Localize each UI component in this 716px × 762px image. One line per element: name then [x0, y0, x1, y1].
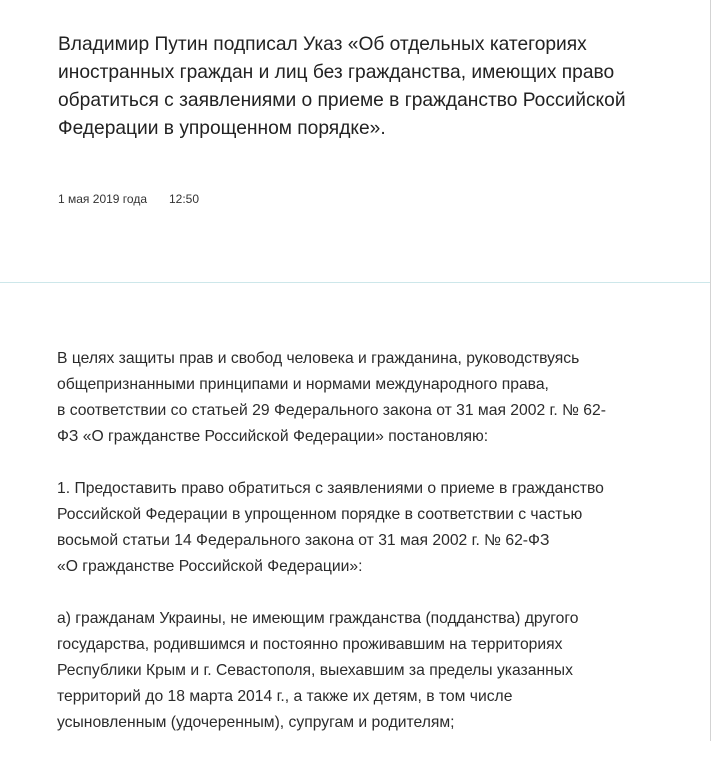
- article-title: [58, 31, 698, 143]
- body-line: ФЗ «О гражданстве Российской Федерации» постановляю:: [57, 428, 489, 445]
- article-header: [58, 31, 698, 143]
- body-line: территорий до 18 марта 2014 г., а также их детям, в том числе: [57, 688, 513, 705]
- body-line: Российской Федерации в упрощенном порядке в соответствии с частью: [57, 506, 583, 523]
- body-line: общепризнанными принципами и нормами международного права,: [57, 376, 549, 393]
- body-line: В целях защиты прав и свобод человека и гражданина, руководствуясь: [57, 350, 580, 367]
- body-line: усыновленным (удочеренным), супругам и родителям;: [57, 714, 455, 731]
- body-paragraph-item-a: [57, 606, 657, 736]
- body-line: Республики Крым и г. Севастополя, выехавшим за пределы указанных: [57, 662, 573, 679]
- page-edge-rule: [710, 0, 711, 741]
- title-line: обратиться с заявлениями о приеме в гражданство Российской: [58, 90, 626, 111]
- title-line: иностранных граждан и лиц без гражданства, имеющих право: [58, 62, 615, 83]
- article-date: 1 мая 2019 года: [58, 192, 147, 206]
- body-paragraph-item-1: [57, 476, 657, 580]
- body-line: в соответствии со статьей 29 Федерального закона от 31 мая 2002 г. № 62-: [57, 402, 606, 419]
- body-line: «О гражданстве Российской Федерации»:: [57, 558, 363, 575]
- body-line: государства, родившимся и постоянно проживавшим на территориях: [57, 636, 563, 653]
- article-time: 12:50: [169, 192, 200, 206]
- body-line: а) гражданам Украины, не имеющим гражданства (подданства) другого: [57, 610, 579, 627]
- title-line: Владимир Путин подписал Указ «Об отдельных категориях: [58, 34, 587, 55]
- section-divider: [0, 282, 710, 283]
- article-meta: [58, 191, 199, 207]
- body-line: 1. Предоставить право обратиться с заявлениями о приеме в гражданство: [57, 480, 604, 497]
- body-line: восьмой статьи 14 Федерального закона от 31 мая 2002 г. № 62-ФЗ: [57, 532, 550, 549]
- article-body: [57, 346, 657, 762]
- title-line: Федерации в упрощенном порядке».: [58, 118, 386, 139]
- body-paragraph-preamble: [57, 346, 657, 450]
